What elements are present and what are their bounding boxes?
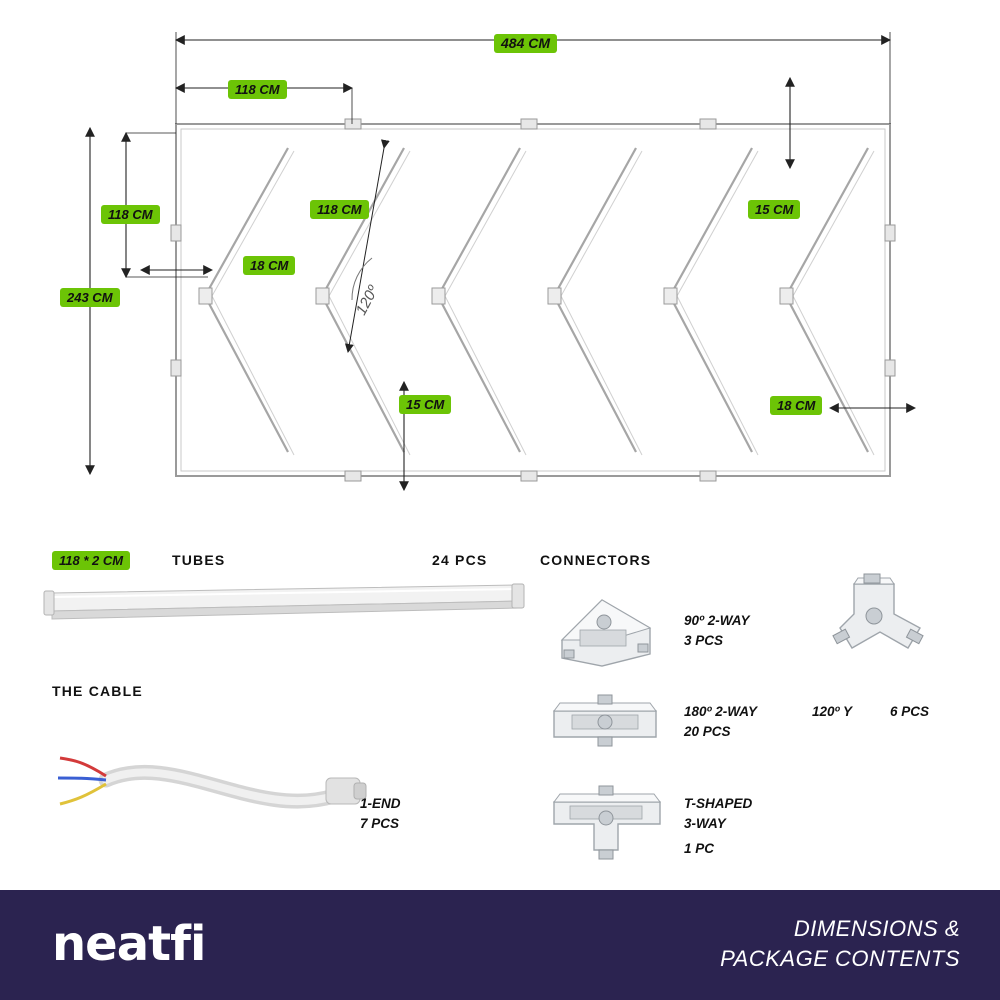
connectors-title: CONNECTORS (540, 552, 652, 568)
connector-90-2way-icon (540, 580, 670, 670)
badge-drop-15-right: 15 CM (748, 200, 800, 219)
connector-90-2way-qty: 3 PCS (684, 633, 724, 648)
cable-spec: 1-END (360, 796, 401, 811)
connector-180-2way-name: 180º 2-WAY (684, 704, 757, 719)
connector-t-shaped-name: T-SHAPED (684, 796, 753, 811)
footer-title (720, 914, 960, 974)
connector-120-y-name: 120º Y (812, 704, 852, 719)
footer-bar (0, 890, 1000, 1000)
cable-illustration (44, 720, 394, 840)
chevron-3 (438, 148, 526, 455)
connector-t-shaped-sub: 3-WAY (684, 816, 726, 831)
badge-diagonal-118: 118 CM (310, 200, 369, 219)
badge-offset-18-right: 18 CM (770, 396, 822, 415)
badge-angle-120: 120º (352, 283, 382, 318)
connector-90-2way-name: 90º 2-WAY (684, 613, 750, 628)
connector-180-2way-icon (540, 685, 670, 755)
badge-offset-18-left: 18 CM (243, 256, 295, 275)
badge-height-243: 243 CM (60, 288, 120, 307)
chevron-5 (670, 148, 758, 455)
badge-tube-size: 118 * 2 CM (52, 551, 130, 570)
connector-120-y-icon (820, 570, 940, 680)
cable-title: THE CABLE (52, 683, 143, 699)
tubes-qty: 24 PCS (432, 552, 488, 568)
tubes-title: TUBES (172, 552, 226, 568)
connector-t-shaped-icon (540, 778, 680, 868)
chevron-1 (205, 148, 294, 455)
badge-drop-15-bottom: 15 CM (399, 395, 451, 414)
cable-qty: 7 PCS (360, 816, 400, 831)
brand-logo: neatfi (52, 916, 206, 972)
badge-total-width: 484 CM (494, 34, 557, 53)
footer-title-line2: PACKAGE CONTENTS (720, 946, 960, 971)
dimension-lines (90, 32, 915, 490)
badge-height-118: 118 CM (101, 205, 160, 224)
chevron-4 (554, 148, 642, 455)
tube-illustration (40, 575, 530, 625)
badge-top-118: 118 CM (228, 80, 287, 99)
footer-title-line1: DIMENSIONS & (793, 916, 960, 941)
connector-180-2way-qty: 20 PCS (684, 724, 731, 739)
connector-120-y-qty: 6 PCS (890, 704, 930, 719)
connector-t-shaped-qty: 1 PC (684, 841, 715, 856)
